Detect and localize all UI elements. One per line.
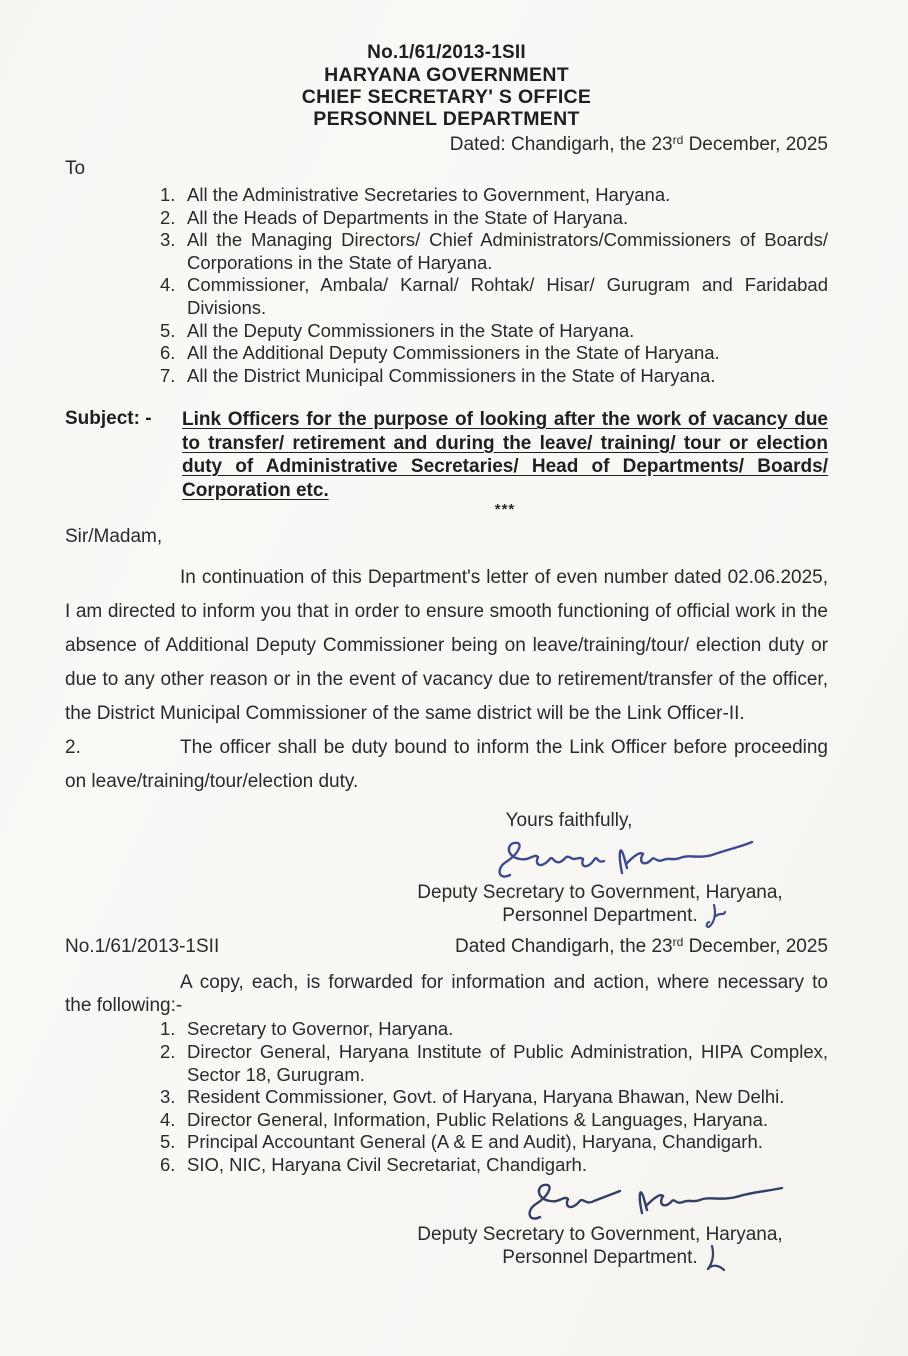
item-number: 2. [160,206,176,228]
item-number: 3. [160,229,176,251]
recipient-item [160,184,828,207]
recipient-list [160,184,828,387]
valediction: Yours faithfully, [505,810,633,832]
body-paragraph-1: In continuation of this Department's letter of even number dated 02.06.2025, I am directed to inform you that in order to ensure smooth functioning of official work in the absence of Additional Deputy Commissioner being on leave/training/tour/ election duty or due to any other reason or in the event of vacancy due to retirement/transfer of the officer, the District Municipal Commissioner of the same district will be the Link Officer-II. [65,567,828,725]
office-name: CHIEF SECRETARY' S OFFICE [301,86,592,108]
signatory-title-1: Deputy Secretary to Government, Haryana, [417,882,783,904]
item-number: 1. [160,1018,176,1040]
item-text: Commissioner, Ambala/ Karnal/ Rohtak/ Hisar/ Gurugram and Faridabad Divisions. [187,274,828,318]
copy-recipient-item [160,1131,828,1154]
signatory-title-2: Personnel Department. [374,904,826,927]
item-text: All the Additional Deputy Commissioners in the State of Haryana. [187,342,720,364]
signatory-title-2: Personnel Department. [374,1246,826,1269]
item-number: 6. [160,342,176,364]
closing-block [374,809,826,927]
paragraph-number: 2. [65,737,81,759]
recipient-item [160,342,828,365]
footer-reference-number: No.1/61/2013-1SII [65,936,220,958]
department-name: PERSONNEL DEPARTMENT [313,108,580,130]
recipient-item [160,207,828,230]
signature-image [494,835,756,881]
item-text: Director General, Haryana Institute of Public Administration, HIPA Complex, Sector 18, Gurugram. [187,1040,828,1085]
salutation: Sir/Madam, [65,526,163,548]
item-text: All the Managing Directors/ Chief Administrators/Commissioners of Boards/ Corporations in the State of Haryana. [187,229,828,273]
item-text: Secretary to Governor, Haryana. [187,1018,454,1040]
closing-block-2 [374,1179,826,1269]
item-number: 5. [160,1131,176,1153]
copy-recipient-item [160,1018,828,1041]
item-text: Director General, Information, Public Relations & Languages, Haryana. [187,1108,768,1130]
date-ordinal: rd [672,133,684,147]
copy-recipient-item [160,1086,828,1109]
copy-note: A copy, each, is forwarded for information and action, where necessary to the following:- [65,972,828,1017]
item-text: Resident Commissioner, Govt. of Haryana, Haryana Bhawan, New Delhi. [187,1086,785,1108]
letter-date [65,133,828,157]
subject-block [65,408,828,502]
section-separator: *** [494,501,516,519]
initial-ink-mark [702,902,726,930]
org-name: HARYANA GOVERNMENT [324,64,569,86]
item-number: 5. [160,319,176,341]
item-number: 7. [160,364,176,386]
recipient-item [160,274,828,319]
copy-recipient-list [160,1018,828,1176]
copy-recipient-item [160,1154,828,1177]
recipient-item [160,365,828,388]
footer-reference-row [65,935,828,959]
signature-image-2 [524,1179,786,1223]
item-number: 3. [160,1086,176,1108]
item-text: All the District Municipal Commissioners in the State of Haryana. [187,364,716,386]
item-number: 4. [160,274,176,296]
copy-recipient-item [160,1041,828,1086]
item-number: 2. [160,1040,176,1062]
item-number: 6. [160,1153,176,1175]
date-suffix: December, 2025 [683,134,828,155]
initial-ink-mark-2 [702,1244,728,1272]
item-text: All the Heads of Departments in the State of Haryana. [187,206,629,228]
to-label: To [65,158,86,179]
footer-date: Dated Chandigarh, the 23rd December, 2025 [455,935,828,958]
body-paragraph-2-wrap [65,731,828,799]
signatory-title-1: Deputy Secretary to Government, Haryana, [417,1223,783,1245]
item-text: All the Deputy Commissioners in the State of Haryana. [187,319,635,341]
recipient-item [160,229,828,274]
date-prefix: Dated: Chandigarh, the 23 [449,134,673,155]
item-number: 1. [160,184,176,205]
subject-text: Link Officers for the purpose of looking after the work of vacancy due to transfer/ retirement and during the leave/ training/ tour or election duty of Administrative Secretaries/ Head of Departments/ Boards/ Corporation etc. [182,409,828,501]
copy-recipient-item [160,1109,828,1132]
recipient-item [160,320,828,343]
item-text: SIO, NIC, Haryana Civil Secretariat, Chandigarh. [187,1153,587,1175]
subject-label: Subject: - [65,408,152,430]
item-number: 4. [160,1108,176,1130]
body-paragraph-2: The officer shall be duty bound to inform the Link Officer before proceeding on leave/training/tour/election duty. [65,737,828,793]
reference-number: No.1/61/2013-1SII [367,42,526,63]
item-text: Principal Accountant General (A & E and Audit), Haryana, Chandigarh. [187,1131,763,1153]
item-text: All the Administrative Secretaries to Government, Haryana. [187,184,671,205]
